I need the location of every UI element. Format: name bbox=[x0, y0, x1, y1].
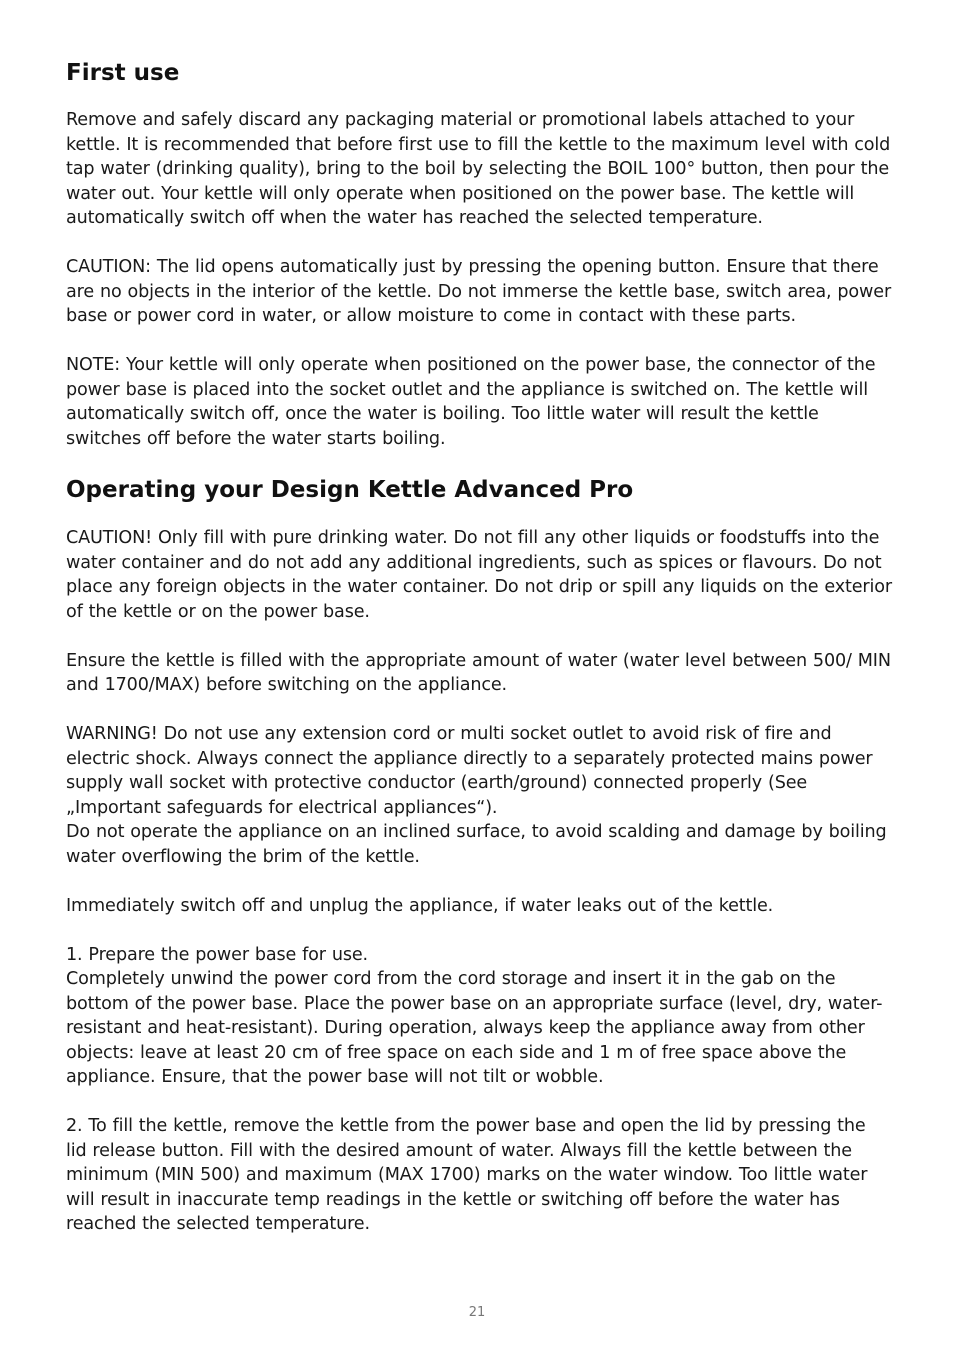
section-heading-first-use: First use bbox=[66, 60, 180, 86]
paragraph-ensure-level: Ensure the kettle is filled with the appropriate amount of water (water level between 500/ MIN and 1700/MAX) before switching on the appliance. bbox=[66, 650, 891, 695]
paragraph-caution-lid: CAUTION: The lid opens automatically just by pressing the opening button. Ensure that there are no objects in the interior of the kettle. Do not immerse the kettle base, switch area, power base or power cord in water, or allow moisture to come in contact with these parts. bbox=[66, 257, 892, 326]
paragraph-inclined-surface: Do not operate the appliance on an inclined surface, to avoid scalding and damage by boiling water overflowing the brim of the kettle. bbox=[66, 822, 887, 867]
page-number: 21 bbox=[468, 1305, 486, 1320]
paragraph-warning: WARNING! Do not use any extension cord or multi socket outlet to avoid risk of fire and electric shock. Always connect the appliance directly to a separately protected mains power supply wall socket with protective conductor (earth/ground) connected properly (See „Important safeguards for electrical appliances“). bbox=[66, 724, 873, 818]
step-1-title: 1. Prepare the power base for use. bbox=[66, 944, 368, 965]
step-1-body: Completely unwind the power cord from the cord storage and insert it in the gab on the bottom of the power base. Place the power base on an appropriate surface (level, dry, water-resistant and heat-resistant). During operation, always keep the appliance away from other objects: leave at least 20 cm of free space on each side and 1 m of free space above the appliance. Ensure, that the power base will not tilt or wobble. bbox=[66, 969, 883, 1087]
document-page bbox=[66, 58, 892, 1237]
paragraph-first-use: Remove and safely discard any packaging material or promotional labels attached to your kettle. It is recommended that before first use to fill the kettle to the maximum level with cold tap water (drinking quality), bring to the boil by selecting the BOIL 100° button, then pour the water out. Your kettle will only operate when positioned on the power base. The kettle will automatically switch off when the water has reached the selected temperature. bbox=[66, 110, 891, 228]
paragraph-caution-water: CAUTION! Only fill with pure drinking water. Do not fill any other liquids or foodstuffs into the water container and do not add any additional ingredients, such as spices or flavours. Do not place any foreign objects in the water container. Do not drip or spill any liquids on the exterior of the kettle or on the power base. bbox=[66, 528, 892, 622]
paragraph-leak: Immediately switch off and unplug the appliance, if water leaks out of the kettle. bbox=[66, 895, 774, 916]
section-heading-operating: Operating your Design Kettle Advanced Pro bbox=[66, 477, 634, 503]
paragraph-note: NOTE: Your kettle will only operate when positioned on the power base, the connector of the power base is placed into the socket outlet and the appliance is switched on. The kettle will automatically switch off, once the water is boiling. Too little water will result the kettle switches off before the water starts boiling. bbox=[66, 355, 876, 449]
step-2: 2. To fill the kettle, remove the kettle from the power base and open the lid by pressing the lid release button. Fill with the desired amount of water. Always fill the kettle between the minimum (MIN 500) and maximum (MAX 1700) marks on the water window. Too little water will result in inaccurate temp readings in the kettle or switching off before the water has reached the selected temperature. bbox=[66, 1116, 868, 1234]
